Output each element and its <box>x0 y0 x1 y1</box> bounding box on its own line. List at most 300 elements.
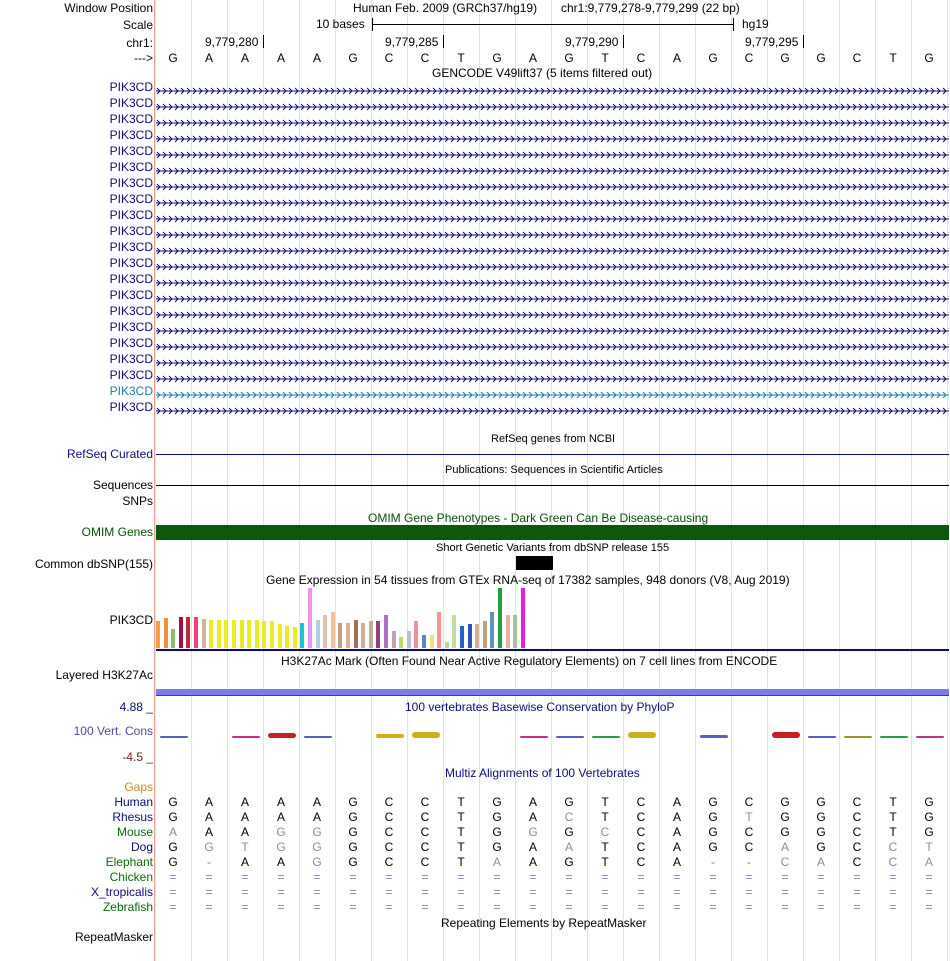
alignment-base: A <box>312 795 321 809</box>
gtex-tissue-bar[interactable] <box>316 620 320 648</box>
alignment-base: = <box>637 885 645 899</box>
tick-label: 9,779,280 <box>205 35 259 49</box>
alignment-base: C <box>636 795 646 809</box>
alignment-base: = <box>925 900 933 914</box>
alignment-base: T <box>601 795 609 809</box>
gtex-tissue-bar[interactable] <box>437 612 441 648</box>
alignment-base: C <box>888 855 898 869</box>
gtex-tissue-bar[interactable] <box>399 637 403 648</box>
alignment-base: = <box>601 885 609 899</box>
alignment-base: = <box>349 900 357 914</box>
alignment-base: C <box>852 840 862 854</box>
alignment-base: = <box>313 900 321 914</box>
alignment-base: G <box>708 810 718 824</box>
alignment-base: A <box>528 795 537 809</box>
alignment-base: = <box>889 870 897 884</box>
conservation-glyph <box>916 736 944 738</box>
cons-min-label: -4.5 _ <box>122 750 153 764</box>
gtex-tissue-bar[interactable] <box>414 621 418 648</box>
alignment-base: C <box>852 810 862 824</box>
alignment-base: C <box>744 825 754 839</box>
refseq-title: RefSeq genes from NCBI <box>491 433 616 445</box>
conservation-glyph <box>772 732 800 738</box>
alignment-base: T <box>889 795 897 809</box>
base-letter: A <box>240 51 249 65</box>
alignment-base: = <box>817 900 825 914</box>
species-label[interactable]: Mouse <box>116 825 153 839</box>
base-letter: A <box>312 51 321 65</box>
sequences-feature-line[interactable] <box>156 485 949 486</box>
gtex-tissue-bar[interactable] <box>483 621 487 648</box>
alignment-base: G <box>276 840 286 854</box>
alignment-base: G <box>780 810 790 824</box>
gencode-gene-label[interactable]: PIK3CD <box>109 384 153 398</box>
alignment-base: A <box>924 855 933 869</box>
alignment-base: = <box>169 885 177 899</box>
position-text[interactable]: chr1:9,779,278-9,779,299 (22 bp) <box>561 1 740 15</box>
alignment-base: A <box>240 810 249 824</box>
base-letter: A <box>204 51 213 65</box>
gencode-gene-label[interactable]: PIK3CD <box>109 256 153 270</box>
gencode-gene-label[interactable]: PIK3CD <box>109 224 153 238</box>
gtex-title: Gene Expression in 54 tissues from GTEx RNA-seq of 17382 samples, 948 donors (V8, Aug 2019) <box>266 573 790 587</box>
gtex-tissue-bar[interactable] <box>262 621 266 648</box>
alignment-base: = <box>709 885 717 899</box>
scale-label: Scale <box>122 18 153 32</box>
alignment-base: = <box>853 885 861 899</box>
alignment-base: C <box>564 810 574 824</box>
alignment-base: A <box>672 810 681 824</box>
gtex-tissue-bar[interactable] <box>164 618 168 648</box>
base-letter: A <box>672 51 681 65</box>
conservation-glyph <box>304 736 332 738</box>
gtex-tissue-bar[interactable] <box>270 621 274 648</box>
alignment-base: G <box>348 825 358 839</box>
alignment-base: T <box>457 855 465 869</box>
alignment-base: = <box>313 885 321 899</box>
gtex-tissue-bar[interactable] <box>407 631 411 648</box>
alignment-base: C <box>636 855 646 869</box>
alignment-base: G <box>924 795 934 809</box>
alignment-base: A <box>168 825 177 839</box>
alignment-base: C <box>888 840 898 854</box>
alignment-base: G <box>924 810 934 824</box>
alignment-base: G <box>276 825 286 839</box>
tick-mark <box>263 35 264 48</box>
gtex-tissue-bar[interactable] <box>171 629 175 648</box>
conservation-glyph <box>232 736 260 738</box>
gtex-tissue-bar[interactable] <box>346 623 350 648</box>
scale-bar-right-tick <box>733 18 734 31</box>
alignment-base: T <box>241 840 249 854</box>
alignment-base: = <box>529 885 537 899</box>
alignment-base: = <box>817 870 825 884</box>
conservation-glyph <box>628 732 656 738</box>
gtex-tissue-bar[interactable] <box>179 617 183 648</box>
species-label[interactable]: Zebrafish <box>102 900 153 914</box>
gtex-tissue-bar[interactable] <box>202 619 206 648</box>
tick-label: 9,779,295 <box>745 35 799 49</box>
alignment-base: = <box>889 900 897 914</box>
conservation-glyph <box>844 736 872 738</box>
gencode-gene-label[interactable]: PIK3CD <box>109 144 153 158</box>
species-label[interactable]: Human <box>114 795 153 809</box>
alignment-base: A <box>564 840 573 854</box>
alignment-base: C <box>780 855 790 869</box>
conservation-glyph <box>160 736 188 738</box>
gencode-gene-label[interactable]: PIK3CD <box>109 272 153 286</box>
alignment-base: = <box>277 885 285 899</box>
base-letter: C <box>852 51 862 65</box>
dbsnp-variant[interactable] <box>516 556 553 570</box>
multiz-title: Multiz Alignments of 100 Vertebrates <box>445 766 640 780</box>
base-letter: G <box>816 51 826 65</box>
alignment-base: G <box>816 840 826 854</box>
gencode-gene-label[interactable]: PIK3CD <box>109 400 153 414</box>
alignment-base: A <box>276 810 285 824</box>
alignment-base: C <box>852 825 862 839</box>
gtex-bar-chart[interactable] <box>156 588 536 648</box>
gtex-tissue-bar[interactable] <box>156 621 160 648</box>
alignment-base: T <box>457 810 465 824</box>
base-letter: C <box>636 51 646 65</box>
alignment-base: C <box>744 840 754 854</box>
alignment-base: = <box>277 900 285 914</box>
alignment-base: G <box>492 810 502 824</box>
alignment-base: = <box>385 900 393 914</box>
gtex-tissue-bar[interactable] <box>300 623 304 648</box>
gtex-tissue-bar[interactable] <box>308 588 312 648</box>
gtex-tissue-bar[interactable] <box>445 642 449 648</box>
alignment-base: = <box>169 900 177 914</box>
alignment-base: = <box>817 885 825 899</box>
alignment-base: A <box>240 855 249 869</box>
conservation-logo[interactable] <box>156 728 949 750</box>
dbsnp-title: Short Genetic Variants from dbSNP release 155 <box>436 542 670 554</box>
alignment-base: G <box>564 825 574 839</box>
alignment-base: = <box>601 900 609 914</box>
gtex-tissue-bar[interactable] <box>323 615 327 648</box>
alignment-base: G <box>312 825 322 839</box>
phylop-title: 100 vertebrates Basewise Conservation by PhyloP <box>405 700 675 714</box>
omim-label[interactable]: OMIM Genes <box>81 525 153 539</box>
alignment-base: A <box>672 795 681 809</box>
alignment-base: A <box>672 825 681 839</box>
alignment-base: = <box>457 900 465 914</box>
gtex-tissue-bar[interactable] <box>209 620 213 648</box>
omim-feature-bar[interactable] <box>156 525 949 540</box>
tick-label: 9,779,290 <box>565 35 619 49</box>
gtex-tissue-bar[interactable] <box>521 588 525 648</box>
alignment-base: G <box>816 825 826 839</box>
alignment-base: = <box>673 900 681 914</box>
alignment-base: C <box>384 855 394 869</box>
base-letter: C <box>420 51 430 65</box>
alignment-base: = <box>637 900 645 914</box>
gtex-tissue-bar[interactable] <box>452 615 456 648</box>
tick-mark <box>803 35 804 48</box>
alignment-base: = <box>781 900 789 914</box>
base-letter: G <box>348 51 358 65</box>
alignment-base: G <box>168 855 178 869</box>
alignment-base: A <box>780 840 789 854</box>
conservation-glyph <box>520 736 548 738</box>
alignment-base: = <box>205 900 213 914</box>
alignment-base: G <box>708 840 718 854</box>
gtex-gene-label[interactable]: PIK3CD <box>109 613 153 627</box>
alignment-base: = <box>241 870 249 884</box>
gencode-gene-label[interactable]: PIK3CD <box>109 368 153 382</box>
gencode-gene-label[interactable]: PIK3CD <box>109 288 153 302</box>
alignment-base: C <box>420 795 430 809</box>
conservation-glyph <box>376 734 404 738</box>
gtex-tissue-bar[interactable] <box>506 615 510 648</box>
base-letter: G <box>780 51 790 65</box>
alignment-base: = <box>421 885 429 899</box>
refseq-feature-line[interactable] <box>156 454 949 455</box>
alignment-base: A <box>240 795 249 809</box>
gtex-tissue-bar[interactable] <box>369 621 373 648</box>
alignment-base: = <box>781 885 789 899</box>
scale-bar <box>372 24 733 25</box>
strand-arrow-label[interactable]: ---> <box>134 51 153 65</box>
alignment-base: T <box>601 840 609 854</box>
alignment-base: = <box>385 885 393 899</box>
refseq-label[interactable]: RefSeq Curated <box>66 447 153 461</box>
alignment-base: A <box>528 810 537 824</box>
alignment-base: A <box>240 825 249 839</box>
alignment-base: = <box>349 885 357 899</box>
alignment-base: = <box>457 885 465 899</box>
alignment-base: = <box>169 870 177 884</box>
gtex-tissue-bar[interactable] <box>338 623 342 648</box>
cons-label[interactable]: 100 Vert. Cons <box>73 724 153 738</box>
gtex-tissue-bar[interactable] <box>460 626 464 648</box>
tick-label: 9,779,285 <box>385 35 439 49</box>
alignment-base: = <box>421 870 429 884</box>
gtex-tissue-bar[interactable] <box>354 620 358 648</box>
alignment-base: = <box>745 870 753 884</box>
alignment-base: = <box>673 870 681 884</box>
alignment-base: = <box>745 900 753 914</box>
alignment-base: = <box>925 885 933 899</box>
base-letter: A <box>528 51 537 65</box>
gencode-gene-label[interactable]: PIK3CD <box>109 240 153 254</box>
alignment-base: = <box>313 870 321 884</box>
alignment-base: T <box>457 795 465 809</box>
alignment-base: G <box>168 795 178 809</box>
alignment-base: A <box>204 795 213 809</box>
alignment-base: G <box>492 840 502 854</box>
alignment-base: T <box>457 840 465 854</box>
gtex-tissue-bar[interactable] <box>361 623 365 648</box>
alignment-base: A <box>204 825 213 839</box>
alignment-base: G <box>528 825 538 839</box>
gtex-tissue-bar[interactable] <box>278 624 282 648</box>
gencode-gene-label[interactable]: PIK3CD <box>109 192 153 206</box>
alignment-base: A <box>672 840 681 854</box>
alignment-base: C <box>636 825 646 839</box>
alignment-base: = <box>565 885 573 899</box>
gencode-gene-feature[interactable] <box>156 403 949 421</box>
alignment-base: C <box>636 840 646 854</box>
h3k27ac-baseline <box>156 695 949 696</box>
chrom-label: chr1: <box>126 36 153 50</box>
gtex-tissue-bar[interactable] <box>285 626 289 648</box>
gencode-gene-label[interactable]: PIK3CD <box>109 128 153 142</box>
gencode-gene-label[interactable]: PIK3CD <box>109 304 153 318</box>
gtex-tissue-bar[interactable] <box>430 635 434 648</box>
alignment-base: A <box>276 855 285 869</box>
alignment-base: G <box>492 795 502 809</box>
alignment-base: C <box>852 795 862 809</box>
gtex-baseline <box>156 649 949 651</box>
gtex-tissue-bar[interactable] <box>293 627 297 648</box>
alignment-base: = <box>637 870 645 884</box>
alignment-base: G <box>348 795 358 809</box>
alignment-base: C <box>744 795 754 809</box>
species-label[interactable]: Elephant <box>105 855 153 869</box>
gtex-tissue-bar[interactable] <box>376 621 380 648</box>
gtex-tissue-bar[interactable] <box>232 620 236 648</box>
gtex-tissue-bar[interactable] <box>392 631 396 648</box>
alignment-base: = <box>529 870 537 884</box>
gencode-gene-label[interactable]: PIK3CD <box>109 208 153 222</box>
species-label[interactable]: Dog <box>130 840 153 854</box>
alignment-base: C <box>852 855 862 869</box>
alignment-base: = <box>493 885 501 899</box>
gtex-tissue-bar[interactable] <box>513 615 517 648</box>
h3k27ac-title: H3K27Ac Mark (Often Found Near Active Regulatory Elements) on 7 cell lines from ENCODE <box>281 654 778 668</box>
gaps-label[interactable]: Gaps <box>124 780 153 794</box>
scale-text: 10 bases <box>316 17 365 31</box>
gencode-gene-label[interactable]: PIK3CD <box>109 320 153 334</box>
gtex-tissue-bar[interactable] <box>331 612 335 648</box>
window-position-label: Window Position <box>64 1 153 15</box>
repeatmasker-title: Repeating Elements by RepeatMasker <box>441 916 647 930</box>
conservation-glyph <box>412 732 440 738</box>
alignment-base: T <box>745 810 753 824</box>
alignment-base: = <box>529 900 537 914</box>
gtex-tissue-bar[interactable] <box>255 620 259 648</box>
alignment-base: = <box>349 870 357 884</box>
alignment-base: - <box>711 855 715 869</box>
gtex-tissue-bar[interactable] <box>490 612 494 648</box>
gencode-gene-label[interactable]: PIK3CD <box>109 352 153 366</box>
gencode-gene-label[interactable]: PIK3CD <box>109 160 153 174</box>
sequences-label[interactable]: Sequences <box>92 478 153 492</box>
gtex-tissue-bar[interactable] <box>475 624 479 648</box>
gencode-gene-label[interactable]: PIK3CD <box>109 336 153 350</box>
tick-mark <box>443 35 444 48</box>
alignment-base: C <box>636 810 646 824</box>
gencode-gene-label[interactable]: PIK3CD <box>109 96 153 110</box>
base-letter: T <box>889 51 897 65</box>
gencode-gene-label[interactable]: PIK3CD <box>109 80 153 94</box>
alignment-base: G <box>348 840 358 854</box>
alignment-base: C <box>600 825 610 839</box>
gtex-tissue-bar[interactable] <box>498 588 502 648</box>
species-label[interactable]: Rhesus <box>112 810 153 824</box>
alignment-base: C <box>420 810 430 824</box>
base-letter: G <box>168 51 178 65</box>
alignment-base: C <box>384 840 394 854</box>
gtex-tissue-bar[interactable] <box>194 617 198 648</box>
alignment-base: = <box>601 870 609 884</box>
alignment-base: = <box>241 885 249 899</box>
gtex-tissue-bar[interactable] <box>240 620 244 648</box>
alignment-base: = <box>889 885 897 899</box>
alignment-base: G <box>168 810 178 824</box>
alignment-base: G <box>348 810 358 824</box>
alignment-base: C <box>384 795 394 809</box>
alignment-base: T <box>889 825 897 839</box>
gtex-tissue-bar[interactable] <box>186 617 190 648</box>
alignment-base: = <box>241 900 249 914</box>
base-letter: A <box>276 51 285 65</box>
base-letter: T <box>457 51 465 65</box>
gtex-tissue-bar[interactable] <box>384 615 388 648</box>
alignment-base: T <box>889 810 897 824</box>
species-label[interactable]: X_tropicalis <box>90 885 153 899</box>
alignment-base: G <box>924 825 934 839</box>
omim-title: OMIM Gene Phenotypes - Dark Green Can Be Disease-causing <box>368 511 709 525</box>
alignment-base: = <box>457 870 465 884</box>
gtex-tissue-bar[interactable] <box>224 620 228 648</box>
gtex-tissue-bar[interactable] <box>422 635 426 648</box>
alignment-base: - <box>207 855 211 869</box>
alignment-base: = <box>853 900 861 914</box>
species-label[interactable]: Chicken <box>109 870 153 884</box>
assembly-text: Human Feb. 2009 (GRCh37/hg19) <box>353 1 538 15</box>
alignment-base: G <box>312 840 322 854</box>
alignment-base: C <box>384 825 394 839</box>
alignment-base: G <box>708 825 718 839</box>
alignment-base: = <box>493 900 501 914</box>
gtex-tissue-bar[interactable] <box>247 620 251 648</box>
gtex-tissue-bar[interactable] <box>468 624 472 648</box>
alignment-base: G <box>564 795 574 809</box>
conservation-glyph <box>880 736 908 738</box>
dbsnp-label[interactable]: Common dbSNP(155) <box>34 557 153 571</box>
conservation-glyph <box>556 736 584 738</box>
alignment-base: T <box>601 810 609 824</box>
tick-mark <box>623 35 624 48</box>
alignment-base: G <box>168 840 178 854</box>
base-letter: G <box>708 51 718 65</box>
snps-label[interactable]: SNPs <box>122 494 153 508</box>
repeatmasker-label[interactable]: RepeatMasker <box>74 930 153 944</box>
alignment-base: C <box>420 840 430 854</box>
alignment-base: = <box>565 900 573 914</box>
alignment-base: = <box>709 900 717 914</box>
gencode-gene-label[interactable]: PIK3CD <box>109 112 153 126</box>
alignment-base: A <box>528 855 537 869</box>
alignment-base: G <box>708 795 718 809</box>
base-letter: G <box>492 51 502 65</box>
h3k27ac-label[interactable]: Layered H3K27Ac <box>55 668 153 682</box>
conservation-glyph <box>592 736 620 738</box>
gencode-gene-label[interactable]: PIK3CD <box>109 176 153 190</box>
alignment-base: = <box>745 885 753 899</box>
alignment-base: A <box>816 855 825 869</box>
gtex-tissue-bar[interactable] <box>217 620 221 648</box>
db-text: hg19 <box>742 17 769 31</box>
alignment-base: G <box>312 855 322 869</box>
alignment-base: T <box>601 855 609 869</box>
alignment-base: = <box>277 870 285 884</box>
conservation-glyph <box>700 735 728 738</box>
